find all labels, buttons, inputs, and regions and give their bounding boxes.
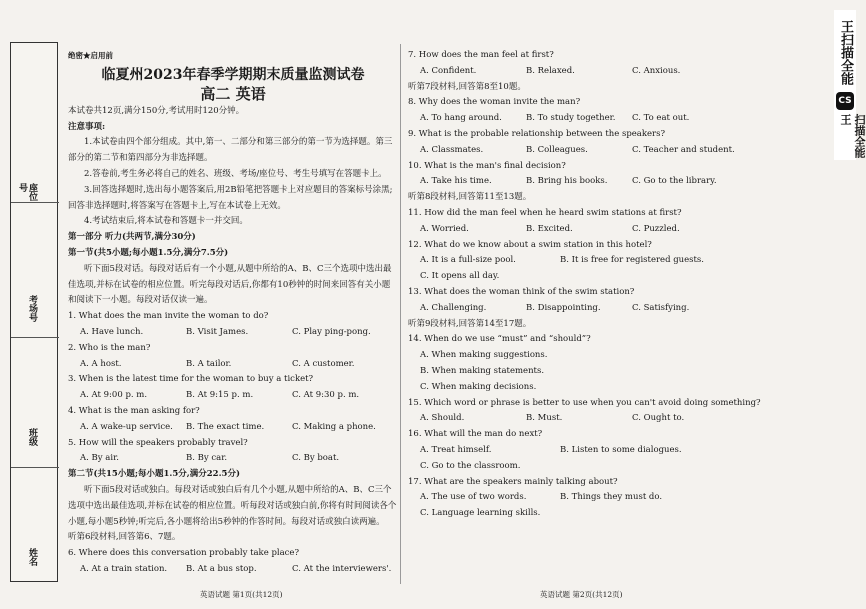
options (68, 325, 398, 341)
option-c: C. Go to the classroom. (420, 460, 521, 471)
option-a: A. By air. (80, 453, 119, 464)
section-1-instructions: 听下面5段对话。每段对话后有一个小题,从题中所给的A、B、C三个选项中选出最佳选项,并标在试卷的相应位置。听完每段对话后,你都有10秒钟的时间来回答有关小题和阅读下一小题。每段对话仅读一遍。 (68, 263, 392, 306)
question-17 (408, 475, 826, 522)
option-c: C. Anxious. (632, 65, 681, 76)
option-a: A. Worried. (420, 223, 469, 234)
material-8-note: 听第8段材料,回答第11至13题。 (408, 192, 532, 203)
option-b: B. At 9:15 p. m. (186, 390, 254, 401)
option-c: C. At 9:30 p. m. (292, 390, 360, 401)
watermark-text-bottom: 扫描全能王 (839, 114, 866, 158)
question-text: 1. What does the man invite the woman to do? (68, 311, 269, 322)
question-5 (68, 436, 398, 468)
options (68, 357, 398, 373)
option-c: C. To eat out. (632, 113, 690, 124)
question-16 (408, 427, 826, 474)
options (408, 111, 826, 127)
option-b: B. Listen to some dialogues. (560, 444, 682, 455)
options (408, 64, 826, 80)
option-a: A. Challenging. (420, 302, 487, 313)
option-a: A. At 9:00 p. m. (80, 390, 148, 401)
exam-room-label: 考场号 (27, 295, 37, 322)
option-b: B. To study together. (526, 113, 616, 124)
option-b: B. At a bus stop. (186, 563, 257, 574)
notice-4: 4.考试结束后,将本试卷和答题卡一并交回。 (84, 216, 248, 227)
question-text: 17. What are the speakers mainly talking about? (408, 476, 618, 487)
question-text: 16. What will the man do next? (408, 429, 543, 440)
question-6 (68, 546, 398, 578)
binding-margin (10, 42, 58, 582)
question-2 (68, 341, 398, 373)
left-column (68, 48, 398, 578)
option-a: A. Should. (420, 413, 465, 424)
option-c: C. A customer. (292, 358, 355, 369)
notice-1: 1.本试卷由四个部分组成。其中,第一、二部分和第三部分的第一节为选择题。第三部分的第二节和第四部分为非选择题。 (68, 137, 393, 164)
question-text: 12. What do we know about a swim station in this hotel? (408, 239, 652, 250)
option-c: C. Go to the library. (632, 176, 717, 187)
notice-heading: 注意事项: (68, 121, 106, 132)
option-c: C. At the interviewers'. (292, 563, 392, 574)
seat-field (11, 43, 59, 203)
options (68, 451, 398, 467)
question-15 (408, 396, 826, 428)
exam-intro: 本试卷共12页,满分150分,考试用时120分钟。 (68, 105, 245, 116)
option-c: C. Language learning skills. (420, 508, 541, 519)
question-4 (68, 404, 398, 436)
exam-room-field (11, 203, 59, 338)
option-c: C. Satisfying. (632, 302, 690, 313)
options (408, 222, 826, 238)
question-12 (408, 238, 826, 285)
question-3 (68, 372, 398, 404)
options (408, 253, 826, 269)
question-text: 6. Where does this conversation probably take place? (68, 548, 300, 559)
options-row-2 (408, 459, 826, 475)
option-b: B. The exact time. (186, 421, 265, 432)
option-a: A. Treat himself. (420, 444, 492, 455)
options (68, 562, 398, 578)
question-11 (408, 206, 826, 238)
question-14 (408, 332, 826, 395)
question-text: 3. When is the latest time for the woman to buy a ticket? (68, 374, 314, 385)
question-text: 11. How did the man feel when he heard swim stations at first? (408, 207, 682, 218)
column-divider (400, 44, 401, 584)
options-row-2 (408, 269, 826, 285)
question-13 (408, 285, 826, 317)
scanner-watermark (834, 10, 866, 160)
section-2-instructions: 听下面5段对话或独白。每段对话或独白后有几个小题,从题中所给的A、B、C三个选项中选出最佳选项,并标在试卷的相应位置。听每段对话或独白前,你将有时间阅读各个小题,每小题5秒钟;听完后,各小题将给出5秒钟的作答时间。每段对话或独白读两遍。 (68, 484, 397, 527)
question-10 (408, 159, 826, 191)
option-a: A. To hang around. (420, 113, 502, 124)
options-row-2 (408, 506, 826, 522)
notice-3: 3.回答选择题时,选出每小题答案后,用2B铅笔把答题卡上对应题目的答案标号涂黑;回答非选择题时,将答案写在答题卡上,写在本试卷上无效。 (68, 184, 393, 211)
question-text: 10. What is the man's final decision? (408, 160, 566, 171)
seat-label: 座位号 (17, 183, 37, 201)
options (68, 420, 398, 436)
exam-subtitle: 高二 英语 (200, 84, 266, 103)
name-label: 姓名 (27, 548, 37, 566)
name-field (11, 468, 59, 581)
options (408, 411, 826, 427)
option-a: A. A host. (80, 358, 122, 369)
option-b: B. Things they must do. (560, 492, 663, 503)
option-a: A. The use of two words. (420, 492, 527, 503)
option-c: C. Making a phone. (292, 421, 376, 432)
right-column (408, 48, 826, 522)
question-text: 5. How will the speakers probably travel? (68, 437, 248, 448)
option-b: B. A tailor. (186, 358, 232, 369)
section-2-heading: 第二节(共15小题;每小题1.5分,满分22.5分) (68, 469, 240, 480)
option-a: A. When making suggestions. (420, 350, 548, 361)
option-c: C. Puzzled. (632, 223, 680, 234)
question-text: 2. Who is the man? (68, 342, 151, 353)
options (408, 490, 826, 506)
watermark-text-top: 王扫描全能 (838, 20, 853, 85)
cs-logo-icon: CS (836, 92, 854, 110)
question-text: 14. When do we use “must” and “should”? (408, 334, 591, 345)
question-text: 9. What is the probable relationship between the speakers? (408, 128, 666, 139)
confidential-mark: 绝密★启用前 (68, 51, 113, 60)
option-a: A. It is a full-size pool. (420, 255, 516, 266)
notice-2: 2.答卷前,考生务必将自己的姓名、班级、考场/座位号、考生号填写在答题卡上。 (84, 168, 387, 179)
option-b: B. Bring his books. (526, 176, 608, 187)
option-b: B. Excited. (526, 223, 573, 234)
option-b: B. It is free for registered guests. (560, 255, 704, 266)
option-a: A. Take his time. (420, 176, 492, 187)
option-b: B. Colleagues. (526, 144, 588, 155)
option-b: B. By car. (186, 453, 228, 464)
question-text: 7. How does the man feel at first? (408, 50, 554, 60)
exam-title: 临夏州2023年春季学期期末质量监测试卷 (101, 66, 365, 83)
material-9-note: 听第9段材料,回答第14至17题。 (408, 318, 532, 329)
section-1-heading: 第一节(共5小题;每小题1.5分,满分7.5分) (68, 247, 229, 258)
option-a: A. A wake-up service. (80, 421, 173, 432)
option-a: A. At a train station. (80, 563, 168, 574)
question-text: 8. Why does the woman invite the man? (408, 97, 581, 108)
class-field (11, 338, 59, 468)
page-footer-1: 英语试题 第1页(共12页) (200, 590, 283, 599)
options (408, 301, 826, 317)
question-text: 13. What does the woman think of the swim station? (408, 286, 635, 297)
options (408, 143, 826, 159)
option-a: A. Confident. (420, 65, 477, 76)
question-9 (408, 127, 826, 159)
part-1-heading: 第一部分 听力(共两节,满分30分) (68, 232, 196, 243)
options (68, 388, 398, 404)
material-7-note: 听第7段材料,回答第8至10题。 (408, 81, 526, 92)
class-label: 班级 (27, 428, 37, 446)
option-c: C. Ought to. (632, 413, 685, 424)
options (408, 443, 826, 459)
option-b: B. Disappointing. (526, 302, 601, 313)
option-b: B. Visit James. (186, 326, 249, 337)
material-6-note: 听第6段材料,回答第6、7题。 (68, 532, 181, 543)
question-text: 15. Which word or phrase is better to use when you can't avoid doing something? (408, 397, 761, 408)
option-c: C. When making decisions. (420, 381, 537, 392)
option-b: B. Must. (526, 413, 563, 424)
question-text: 4. What is the man asking for? (68, 405, 200, 416)
option-c: C. Teacher and student. (632, 144, 735, 155)
options (408, 174, 826, 190)
question-7 (408, 48, 826, 80)
option-a: A. Have lunch. (80, 326, 144, 337)
option-c: C. Play ping-pong. (292, 326, 371, 337)
option-a: A. Classmates. (420, 144, 484, 155)
question-1 (68, 309, 398, 341)
question-8 (408, 95, 826, 127)
option-c: C. By boat. (292, 453, 340, 464)
option-b: B. When making statements. (420, 365, 545, 376)
page-footer-2: 英语试题 第2页(共12页) (540, 590, 623, 599)
option-c: C. It opens all day. (420, 271, 500, 282)
option-b: B. Relaxed. (526, 65, 575, 76)
